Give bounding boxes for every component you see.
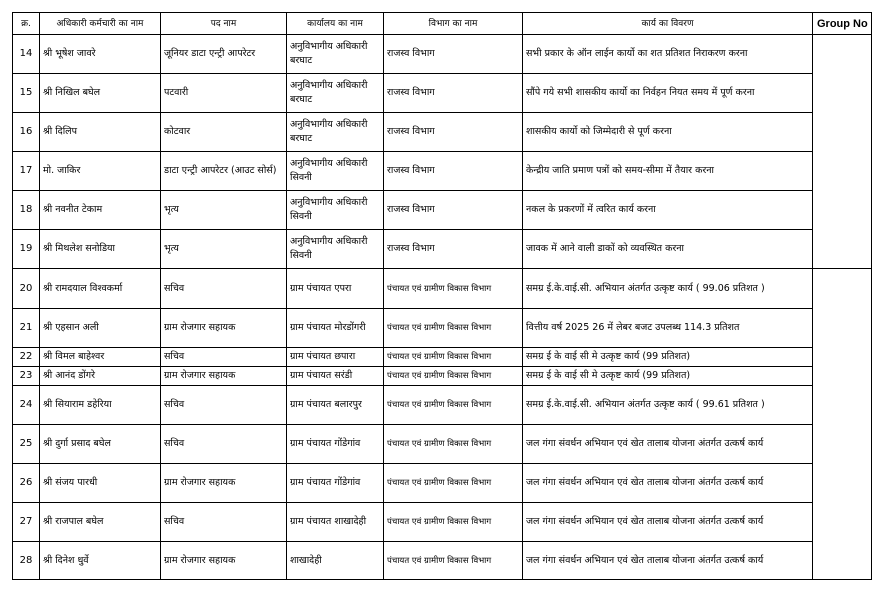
- officer-name-cell: श्री दिलिप: [40, 113, 161, 152]
- work-description-cell: सभी प्रकार के ऑन लाईन कार्यो का शत प्रतिशत निराकरण करना: [523, 35, 813, 74]
- post-name-cell: भृत्य: [161, 230, 287, 269]
- office-name-cell: ग्राम पंचायत गोंडेगांव: [287, 464, 384, 503]
- sn-cell: 21: [13, 309, 40, 348]
- sn-cell: 18: [13, 191, 40, 230]
- post-name-cell: जूनियर डाटा एन्ट्री आपरेटर: [161, 35, 287, 74]
- post-name-cell: पटवारी: [161, 74, 287, 113]
- table-row: [13, 230, 872, 269]
- table-row: [13, 367, 872, 386]
- work-description-cell: शासकीय कार्यो को जिम्मेदारी से पूर्ण करना: [523, 113, 813, 152]
- department-cell: पंचायत एवं ग्रामीण विकास विभाग: [384, 464, 523, 503]
- sn-cell: 15: [13, 74, 40, 113]
- work-description-cell: सौंपे गये सभी शासकीय कार्यो का निर्वहन नियत समय में पूर्ण करना: [523, 74, 813, 113]
- department-cell: पंचायत एवं ग्रामीण विकास विभाग: [384, 309, 523, 348]
- department-cell: पंचायत एवं ग्रामीण विकास विभाग: [384, 386, 523, 425]
- header-group-no: Group No: [813, 13, 872, 35]
- work-description-cell: जल गंगा संवर्धन अभियान एवं खेत तालाब योजना अंतर्गत उत्कर्ष कार्य: [523, 503, 813, 542]
- officer-name-cell: श्री दुर्गा प्रसाद बघेल: [40, 425, 161, 464]
- work-description-cell: समग्र ई के वाई सी मे उत्कृष्ट कार्य (99 प्रतिशत): [523, 348, 813, 367]
- office-name-cell: अनुविभागीय अधिकारी सिवनी: [287, 152, 384, 191]
- table-row: [13, 152, 872, 191]
- header-office-name: कार्यालय का नाम: [287, 13, 384, 35]
- post-name-cell: कोटवार: [161, 113, 287, 152]
- post-name-cell: सचिव: [161, 348, 287, 367]
- officer-name-cell: श्री रामदयाल विश्वकर्मा: [40, 269, 161, 309]
- officer-name-cell: श्री दिनेश धुर्वे: [40, 542, 161, 580]
- sn-cell: 20: [13, 269, 40, 309]
- post-name-cell: सचिव: [161, 425, 287, 464]
- employee-table: [12, 12, 872, 580]
- header-department-name: विभाग का नाम: [384, 13, 523, 35]
- department-cell: राजस्व विभाग: [384, 113, 523, 152]
- officer-name-cell: मो. जाकिर: [40, 152, 161, 191]
- department-cell: पंचायत एवं ग्रामीण विकास विभाग: [384, 269, 523, 309]
- officer-name-cell: श्री विमल बाहेश्वर: [40, 348, 161, 367]
- office-name-cell: अनुविभागीय अधिकारी बरघाट: [287, 113, 384, 152]
- table-row: [13, 309, 872, 348]
- post-name-cell: ग्राम रोजगार सहायक: [161, 464, 287, 503]
- table-row: [13, 74, 872, 113]
- table-row: [13, 425, 872, 464]
- officer-name-cell: श्री संजय पारधी: [40, 464, 161, 503]
- department-cell: पंचायत एवं ग्रामीण विकास विभाग: [384, 367, 523, 386]
- sn-cell: 22: [13, 348, 40, 367]
- sn-cell: 17: [13, 152, 40, 191]
- officer-name-cell: श्री निखिल बघेल: [40, 74, 161, 113]
- table-row: [13, 269, 872, 309]
- header-sn: क्र.: [13, 13, 40, 35]
- officer-name-cell: श्री आनंद डोंगरे: [40, 367, 161, 386]
- sn-cell: 14: [13, 35, 40, 74]
- header-officer-name: अधिकारी कर्मचारी का नाम: [40, 13, 161, 35]
- office-name-cell: ग्राम पंचायत बलारपुर: [287, 386, 384, 425]
- sn-cell: 26: [13, 464, 40, 503]
- work-description-cell: समग्र ई.के.वाई.सी. अभियान अंतर्गत उत्कृष्ट कार्य ( 99.61 प्रतिशत ): [523, 386, 813, 425]
- sn-cell: 25: [13, 425, 40, 464]
- post-name-cell: सचिव: [161, 503, 287, 542]
- sn-cell: 28: [13, 542, 40, 580]
- work-description-cell: नकल के प्रकरणों में त्वरित कार्य करना: [523, 191, 813, 230]
- work-description-cell: समग्र ई के वाई सी मे उत्कृष्ट कार्य (99 प्रतिशत): [523, 367, 813, 386]
- office-name-cell: ग्राम पंचायत सरंडी: [287, 367, 384, 386]
- table-row: [13, 35, 872, 74]
- post-name-cell: सचिव: [161, 386, 287, 425]
- table-row: [13, 503, 872, 542]
- table-row: [13, 386, 872, 425]
- sn-cell: 27: [13, 503, 40, 542]
- office-name-cell: ग्राम पंचायत गोंडेगांव: [287, 425, 384, 464]
- work-description-cell: जल गंगा संवर्धन अभियान एवं खेत तालाब योजना अंतर्गत उत्कर्ष कार्य: [523, 542, 813, 580]
- post-name-cell: ग्राम रोजगार सहायक: [161, 367, 287, 386]
- group-no-cell: [813, 35, 872, 269]
- table-row: [13, 542, 872, 580]
- sn-cell: 19: [13, 230, 40, 269]
- office-name-cell: ग्राम पंचायत छपारा: [287, 348, 384, 367]
- work-description-cell: वित्तीय वर्ष 2025 26 में लेबर बजट उपलब्ध 114.3 प्रतिशत: [523, 309, 813, 348]
- post-name-cell: सचिव: [161, 269, 287, 309]
- office-name-cell: अनुविभागीय अधिकारी सिवनी: [287, 191, 384, 230]
- group-no-cell: [813, 269, 872, 580]
- table-row: [13, 191, 872, 230]
- office-name-cell: शाखादेही: [287, 542, 384, 580]
- department-cell: राजस्व विभाग: [384, 230, 523, 269]
- sn-cell: 23: [13, 367, 40, 386]
- officer-name-cell: श्री भूषेश जावरे: [40, 35, 161, 74]
- office-name-cell: ग्राम पंचायत शाखादेही: [287, 503, 384, 542]
- sn-cell: 24: [13, 386, 40, 425]
- table-header-row: [13, 13, 872, 35]
- department-cell: पंचायत एवं ग्रामीण विकास विभाग: [384, 503, 523, 542]
- officer-name-cell: श्री सियाराम डहेरिया: [40, 386, 161, 425]
- work-description-cell: जावक में आने वाली डाकों को व्यवस्थित करना: [523, 230, 813, 269]
- work-description-cell: केन्द्रीय जाति प्रमाण पत्रों को समय-सीमा में तैयार करना: [523, 152, 813, 191]
- department-cell: राजस्व विभाग: [384, 74, 523, 113]
- office-name-cell: अनुविभागीय अधिकारी सिवनी: [287, 230, 384, 269]
- office-name-cell: ग्राम पंचायत एपरा: [287, 269, 384, 309]
- post-name-cell: ग्राम रोजगार सहायक: [161, 542, 287, 580]
- department-cell: पंचायत एवं ग्रामीण विकास विभाग: [384, 425, 523, 464]
- department-cell: राजस्व विभाग: [384, 191, 523, 230]
- table-row: [13, 348, 872, 367]
- header-post-name: पद नाम: [161, 13, 287, 35]
- header-work-description: कार्य का विवरण: [523, 13, 813, 35]
- work-description-cell: जल गंगा संवर्धन अभियान एवं खेत तालाब योजना अंतर्गत उत्कर्ष कार्य: [523, 464, 813, 503]
- post-name-cell: डाटा एन्ट्री आपरेटर (आउट सोर्स): [161, 152, 287, 191]
- department-cell: पंचायत एवं ग्रामीण विकास विभाग: [384, 542, 523, 580]
- department-cell: राजस्व विभाग: [384, 35, 523, 74]
- table-row: [13, 113, 872, 152]
- office-name-cell: अनुविभागीय अधिकारी बरघाट: [287, 35, 384, 74]
- officer-name-cell: श्री नवनीत टेकाम: [40, 191, 161, 230]
- office-name-cell: ग्राम पंचायत मोरडोंगरी: [287, 309, 384, 348]
- sn-cell: 16: [13, 113, 40, 152]
- work-description-cell: समग्र ई.के.वाई.सी. अभियान अंतर्गत उत्कृष्ट कार्य ( 99.06 प्रतिशत ): [523, 269, 813, 309]
- officer-name-cell: श्री एहसान अली: [40, 309, 161, 348]
- table-row: [13, 464, 872, 503]
- post-name-cell: ग्राम रोजगार सहायक: [161, 309, 287, 348]
- department-cell: राजस्व विभाग: [384, 152, 523, 191]
- office-name-cell: अनुविभागीय अधिकारी बरघाट: [287, 74, 384, 113]
- officer-name-cell: श्री मिथलेश सनोडिया: [40, 230, 161, 269]
- officer-name-cell: श्री राजपाल बघेल: [40, 503, 161, 542]
- post-name-cell: भृत्य: [161, 191, 287, 230]
- department-cell: पंचायत एवं ग्रामीण विकास विभाग: [384, 348, 523, 367]
- work-description-cell: जल गंगा संवर्धन अभियान एवं खेत तालाब योजना अंतर्गत उत्कर्ष कार्य: [523, 425, 813, 464]
